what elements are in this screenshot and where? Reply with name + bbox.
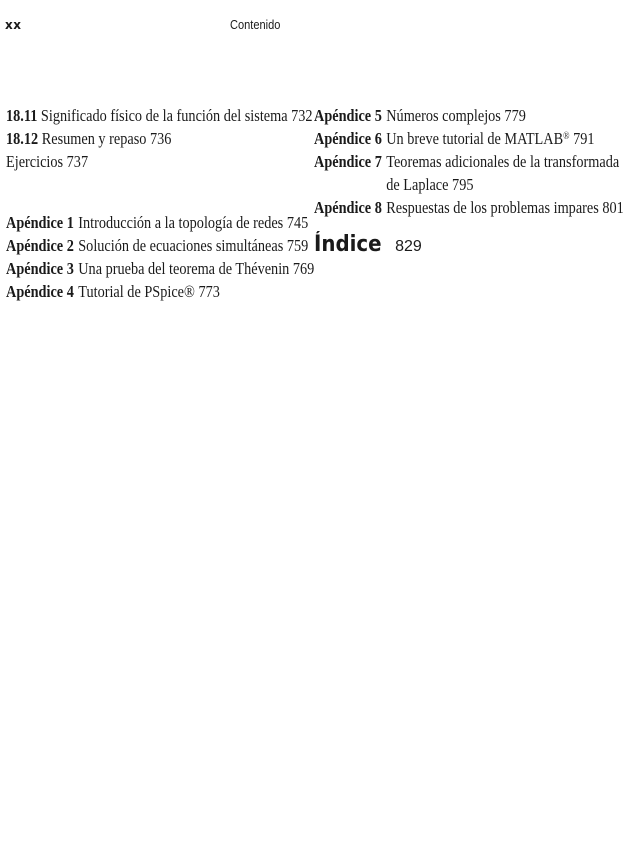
page-ref: 829 <box>395 238 422 255</box>
appendix-entry[interactable] <box>6 280 255 303</box>
page-ref: 791 <box>573 129 595 148</box>
page-number: xx <box>5 18 22 32</box>
appendix-title: Tutorial de PSpice® <box>78 282 195 301</box>
toc-entry[interactable] <box>6 104 313 127</box>
exercises-title: Ejercicios <box>6 152 64 171</box>
appendix-label: Apéndice 5 <box>314 106 382 125</box>
page-ref: 745 <box>286 213 309 232</box>
index-entry[interactable] <box>314 233 604 258</box>
appendix-label: Apéndice 4 <box>6 282 74 301</box>
appendix-entry[interactable] <box>6 257 315 280</box>
appendix-title: Teoremas adicionales de la transformada <box>386 152 620 171</box>
page-ref: 736 <box>149 129 172 148</box>
section-number: 18.11 <box>6 106 38 125</box>
appendix-label: Apéndice 6 <box>314 129 382 148</box>
appendix-title: Un breve tutorial de MATLAB <box>386 129 564 148</box>
appendix-label: Apéndice 3 <box>6 259 74 278</box>
appendix-entry[interactable] <box>6 211 309 234</box>
appendix-entry[interactable] <box>314 127 595 150</box>
appendix-title: Números complejos <box>386 106 501 125</box>
appendix-label: Apéndice 1 <box>6 213 74 232</box>
registered-mark: ® <box>563 131 570 142</box>
appendix-label: Apéndice 7 <box>314 152 382 171</box>
running-header-title: Contenido <box>230 17 281 32</box>
page-ref: 801 <box>602 198 624 217</box>
toc-entry[interactable] <box>6 127 255 150</box>
page-ref: 779 <box>504 106 526 125</box>
section-title: Resumen y repaso <box>41 129 147 148</box>
appendix-title: Respuestas de los problemas impares <box>386 198 599 217</box>
page-ref: 795 <box>452 175 474 194</box>
toc-left-column <box>6 104 315 303</box>
appendix-title-cont: de Laplace <box>386 175 449 194</box>
appendix-title: Una prueba del teorema de Thévenin <box>78 259 290 278</box>
appendix-title: Solución de ecuaciones simultáneas <box>78 236 284 255</box>
appendix-label: Apéndice 8 <box>314 198 382 217</box>
appendix-label: Apéndice 2 <box>6 236 74 255</box>
page-ref: 732 <box>291 106 313 125</box>
appendix-entry[interactable] <box>314 104 558 127</box>
appendix-entry[interactable] <box>314 196 624 219</box>
appendix-entry[interactable] <box>314 150 620 196</box>
page-ref: 773 <box>198 282 220 301</box>
toc-right-column <box>314 104 624 258</box>
section-title: Significado físico de la función del sistema <box>40 106 288 125</box>
toc-entry-exercises[interactable] <box>6 150 255 173</box>
appendix-title: Introducción a la topología de redes <box>78 213 284 232</box>
page-ref: 737 <box>66 152 89 171</box>
index-label: Índice <box>314 232 382 257</box>
section-number: 18.12 <box>6 129 39 148</box>
appendix-entry[interactable] <box>6 234 309 257</box>
page-ref: 759 <box>286 236 309 255</box>
page-ref: 769 <box>292 259 315 278</box>
